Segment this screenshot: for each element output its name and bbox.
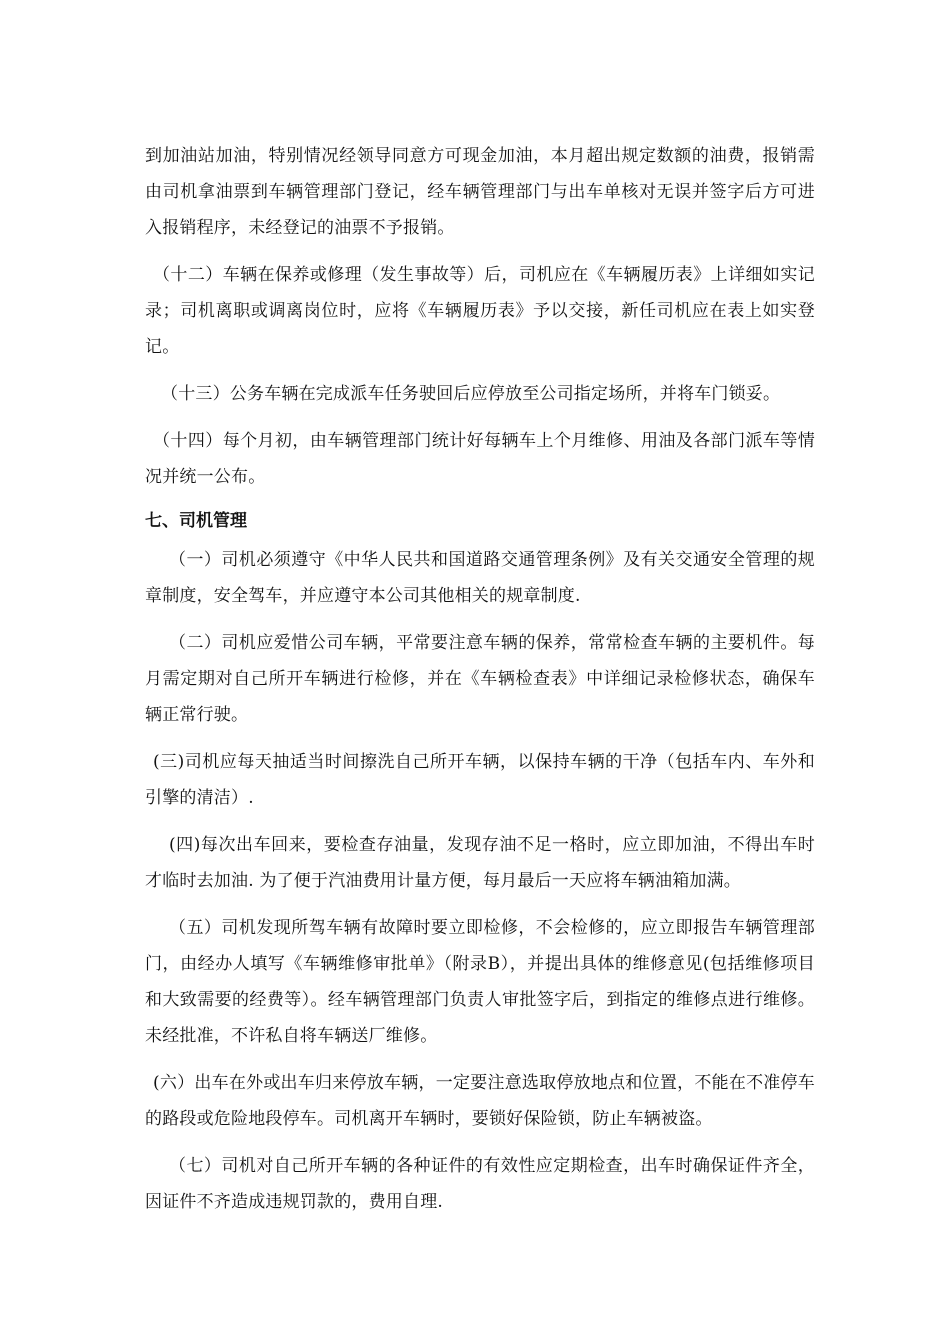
paragraph-driver-item-3: (三)司机应每天抽适当时间擦洗自己所开车辆，以保持车辆的干净（包括车内、车外和引擎的清洁）.: [145, 752, 815, 808]
section-heading-driver-management: 七、司机管理: [145, 511, 247, 531]
paragraph-driver-item-1: （一）司机必须遵守《中华人民共和国道路交通管理条例》及有关交通安全管理的规章制度，安全驾车，并应遵守本公司其他相关的规章制度.: [145, 550, 815, 606]
paragraph-item-13: （十三）公务车辆在完成派车任务驶回后应停放至公司指定场所，并将车门锁妥。: [161, 384, 781, 404]
paragraph-driver-item-5: （五）司机发现所驾车辆有故障时要立即检修，不会检修的，应立即报告车辆管理部门，由经办人填写《车辆维修审批单》（附录B），并提出具体的维修意见(包括维修项目和大致需要的经费等）。经车辆管理部门负责人审批签字后，到指定的维修点进行维修。未经批准，不许私自将车辆送厂维修。: [145, 918, 815, 1046]
paragraph-item-12: （十二）车辆在保养或修理（发生事故等）后，司机应在《车辆履历表》上详细如实记录；司机离职或调离岗位时，应将《车辆履历表》予以交接，新任司机应在表上如实登记。: [145, 265, 815, 357]
paragraph-driver-item-6: (六）出车在外或出车归来停放车辆，一定要注意选取停放地点和位置，不能在不准停车的路段或危险地段停车。司机离开车辆时，要锁好保险锁，防止车辆被盗。: [145, 1073, 815, 1129]
paragraph-driver-item-7: （七）司机对自己所开车辆的各种证件的有效性应定期检查，出车时确保证件齐全，因证件不齐造成违规罚款的，费用自理.: [145, 1156, 815, 1212]
paragraph-driver-item-4: (四)每次出车回来，要检查存油量，发现存油不足一格时，应立即加油，不得出车时才临时去加油. 为了便于汽油费用计量方便，每月最后一天应将车辆油箱加满。: [145, 835, 815, 891]
paragraph-driver-item-2: （二）司机应爱惜公司车辆，平常要注意车辆的保养，常常检查车辆的主要机件。每月需定期对自己所开车辆进行检修，并在《车辆检查表》中详细记录检修状态，确保车辆正常行驶。: [145, 633, 815, 725]
paragraph-item-14: （十四）每个月初，由车辆管理部门统计好每辆车上个月维修、用油及各部门派车等情况并统一公布。: [145, 431, 815, 487]
paragraph-fuel-reimbursement: 到加油站加油，特别情况经领导同意方可现金加油，本月超出规定数额的油费，报销需由司机拿油票到车辆管理部门登记，经车辆管理部门与出车单核对无误并签字后方可进入报销程序，未经登记的油票不予报销。: [145, 146, 815, 238]
document-body: [145, 138, 815, 1231]
